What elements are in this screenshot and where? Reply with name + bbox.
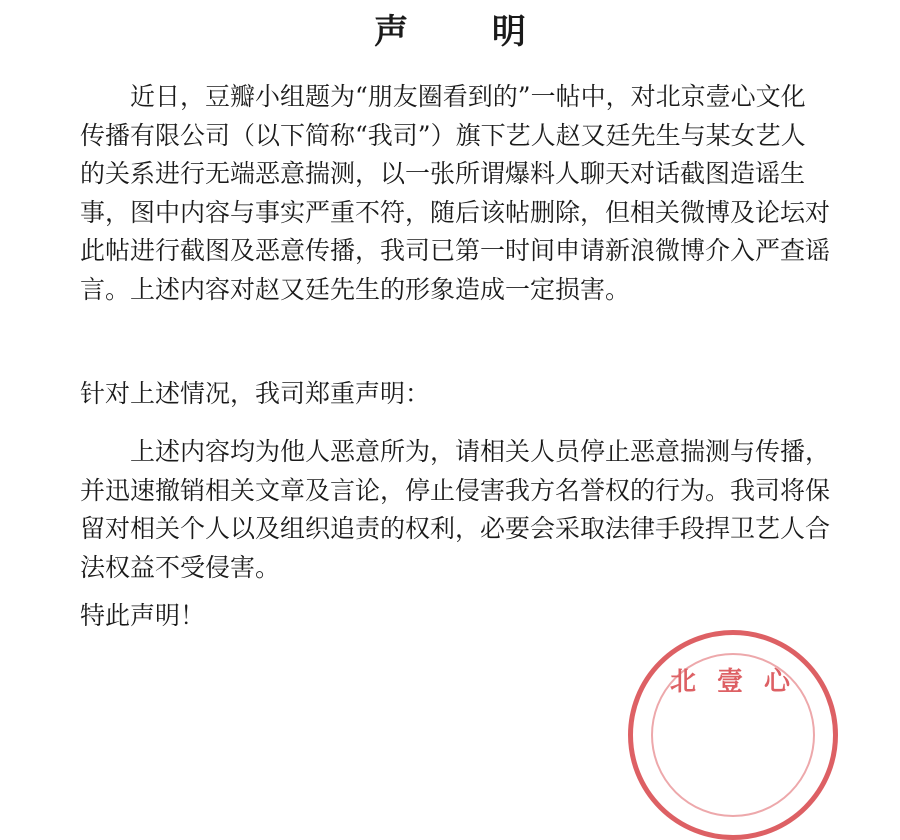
document-title: 声 明	[374, 12, 562, 52]
company-seal-stamp	[628, 630, 838, 840]
seal-text: 北 壹 心	[669, 667, 797, 697]
statement-paragraph-declaration: 上述内容均为他人恶意所为，请相关人员停止恶意揣测与传播，并迅速撤销相关文章及言论，停止侵害我方名誉权的行为。我司将保留对相关个人以及组织追责的权利，必要会采取法律手段捍卫艺人合法权益不受侵害。	[80, 437, 831, 582]
statement-paragraph-response-heading: 针对上述情况，我司郑重声明：	[80, 379, 431, 408]
statement-closing: 特此声明！	[80, 601, 206, 630]
statement-paragraph-intro: 近日，豆瓣小组题为“朋友圈看到的”一帖中，对北京壹心文化传播有限公司（以下简称“我司”）旗下艺人赵又廷先生与某女艺人的关系进行无端恶意揣测，以一张所谓爆料人聊天对话截图造谣生事，图中内容与事实严重不符，随后该帖删除，但相关微博及论坛对此帖进行截图及恶意传播，我司已第一时间申请新浪微博介入严查谣言。上述内容对赵又廷先生的形象造成一定损害。	[80, 82, 831, 304]
